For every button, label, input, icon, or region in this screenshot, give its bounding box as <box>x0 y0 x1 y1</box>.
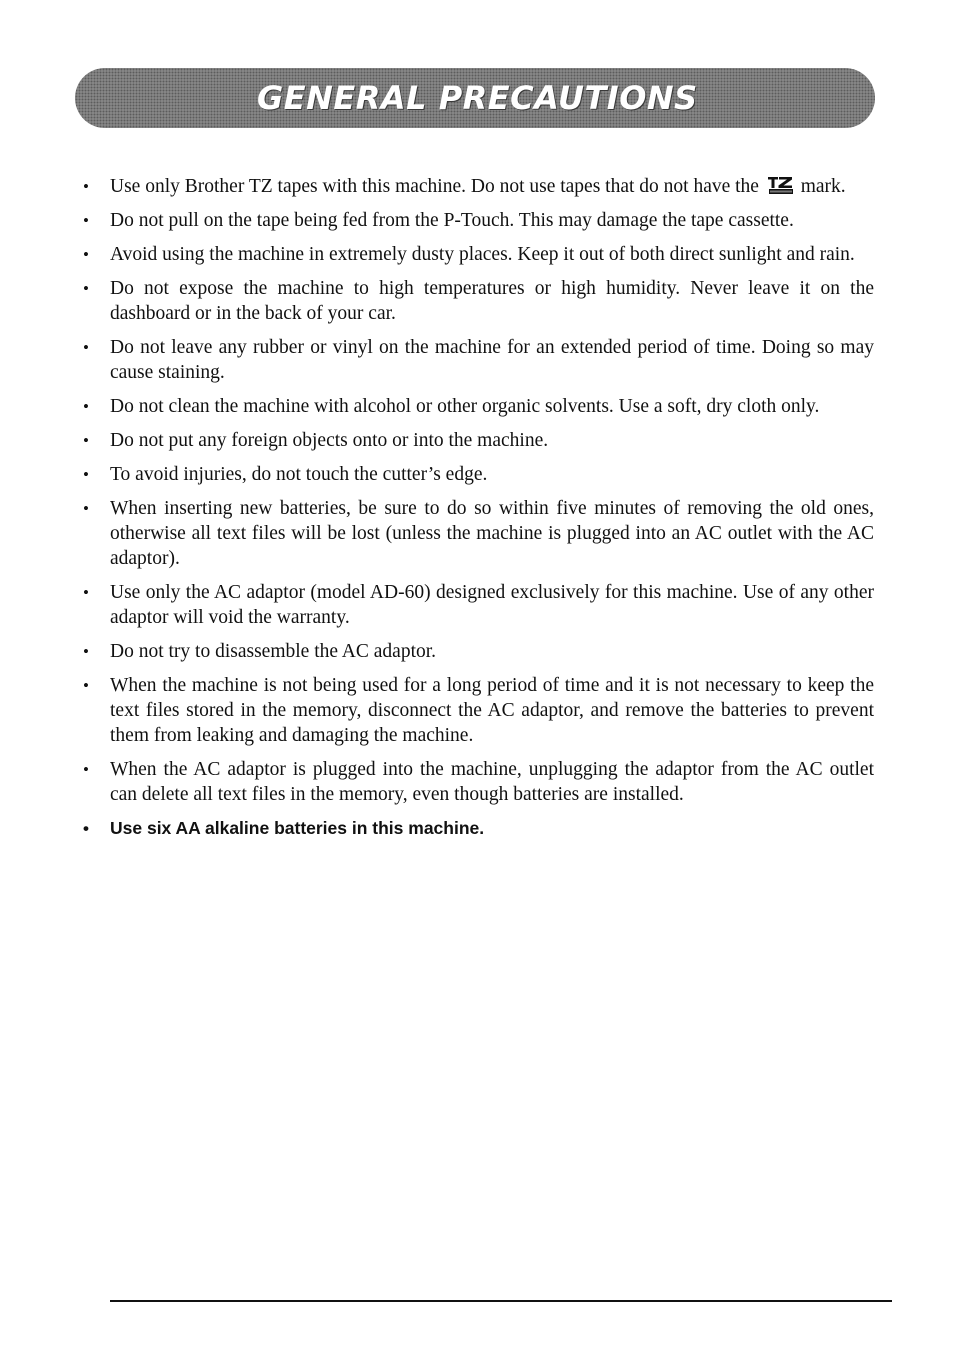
list-item <box>0 496 954 571</box>
list-item-text: When the machine is not being used for a long period of time and it is not necessary to keep the text files stored in the memory, disconnect the AC adaptor, and remove the batteries to prevent them from leaking and damaging the machine. <box>110 675 874 746</box>
bullet: • <box>83 431 89 450</box>
list-item-emphasized <box>0 816 954 841</box>
bullet: • <box>83 583 89 602</box>
list-item-text: Avoid using the machine in extremely dusty places. Keep it out of both direct sunlight and rain. <box>110 244 855 265</box>
precautions-list <box>0 174 954 850</box>
bullet: • <box>83 279 89 298</box>
list-item <box>0 174 954 199</box>
list-item <box>0 335 954 385</box>
list-item-text: Do not leave any rubber or vinyl on the machine for an extended period of time. Doing so may cause staining. <box>110 337 874 383</box>
bullet: • <box>83 211 89 230</box>
bullet: • <box>83 499 89 518</box>
list-item-text: Use only Brother TZ tapes with this machine. Do not use tapes that do not have the <box>110 176 759 197</box>
page-title: GENERAL PRECAUTIONS <box>257 79 698 117</box>
list-item-text: Use six AA alkaline batteries in this machine. <box>110 818 485 838</box>
bullet: • <box>83 642 89 661</box>
list-item <box>0 580 954 630</box>
list-item <box>0 208 954 233</box>
bullet: • <box>83 338 89 357</box>
list-item <box>0 428 954 453</box>
section-banner <box>75 68 875 128</box>
list-item-text: When inserting new batteries, be sure to do so within five minutes of removing the old ones, otherwise all text files will be lost (unless the machine is plugged into an AC outlet with the AC adaptor). <box>110 498 874 569</box>
footer-divider <box>110 1300 892 1302</box>
list-item-text: Do not try to disassemble the AC adaptor. <box>110 641 437 662</box>
list-item <box>0 394 954 419</box>
list-item <box>0 757 954 807</box>
bullet: • <box>83 465 89 484</box>
list-item-text: Do not put any foreign objects onto or into the machine. <box>110 430 549 451</box>
list-item-text: When the AC adaptor is plugged into the machine, unplugging the adaptor from the AC outlet can delete all text files in the memory, even though batteries are installed. <box>110 759 874 805</box>
bullet: • <box>83 676 89 695</box>
list-item-text-continued: mark. <box>800 176 846 197</box>
list-item <box>0 276 954 326</box>
list-item-text: To avoid injuries, do not touch the cutter’s edge. <box>110 464 488 485</box>
bullet: • <box>83 760 89 779</box>
bullet: • <box>83 245 89 264</box>
tz-tape-mark-icon <box>766 175 796 195</box>
list-item-text: Use only the AC adaptor (model AD-60) designed exclusively for this machine. Use of any other adaptor will void the warranty. <box>110 582 874 628</box>
list-item-text: Do not expose the machine to high temperatures or high humidity. Never leave it on the dashboard or in the back of your car. <box>110 278 874 324</box>
list-item <box>0 462 954 487</box>
list-item <box>0 639 954 664</box>
list-item <box>0 242 954 267</box>
bullet: • <box>83 397 89 416</box>
list-item-text: Do not pull on the tape being fed from the P-Touch. This may damage the tape cassette. <box>110 210 794 231</box>
bullet: • <box>83 177 89 196</box>
list-item-text: Do not clean the machine with alcohol or other organic solvents. Use a soft, dry cloth only. <box>110 396 820 417</box>
list-item <box>0 673 954 748</box>
bullet: • <box>83 819 89 838</box>
